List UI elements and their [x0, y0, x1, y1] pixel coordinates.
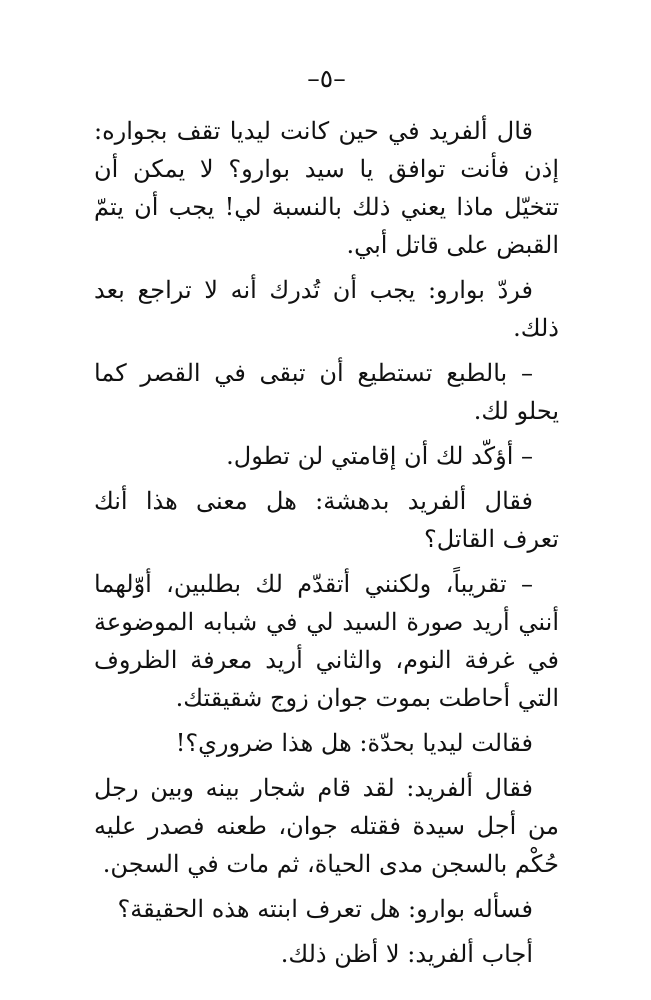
page-number: –٥– — [307, 64, 346, 93]
paragraph-short-stay: – أؤكّد لك أن إقامتي لن تطول. — [226, 442, 533, 470]
paragraph-lydia-sharp: فقالت ليديا بحدّة: هل هذا ضروري؟! — [175, 729, 533, 757]
paragraph-poirot-reply: فردّ بوارو: يجب أن تُدرك أنه لا تراجع بعد ذلك. — [94, 276, 559, 342]
paragraph-alfred-answer: أجاب ألفريد: لا أظن ذلك. — [280, 940, 533, 968]
paragraph-stay-in-palace: – بالطبع تستطيع أن تبقى في القصر كما يحلو لك. — [94, 359, 559, 425]
paragraph-poirot-question: فسأله بوارو: هل تعرف ابنته هذه الحقيقة؟ — [117, 895, 533, 923]
paragraph-alfred-story: فقال ألفريد: لقد قام شجار بينه وبين رجل من أجل سيدة فقتله جوان، طعنه فصدر عليه حُكْم بالسجن مدى الحياة، ثم مات في السجن. — [94, 774, 559, 878]
paragraph-alfred-request: قال ألفريد في حين كانت ليديا تقف بجواره: إذن فأنت توافق يا سيد بوارو؟ لا يمكن أن تتخيّل ماذا يعني ذلك بالنسبة لي! يجب أن يتمّ القبض على قاتل أبي. — [94, 117, 559, 259]
paragraph-know-killer: فقال ألفريد بدهشة: هل معنى هذا أنك تعرف القاتل؟ — [94, 487, 559, 553]
paragraph-two-requests: – تقريباً، ولكنني أتقدّم لك بطلبين، أوّلهما أنني أريد صورة السيد لي في شبابه الموضوعة في غرفة النوم، والثاني أريد معرفة الظروف التي أحاطت بموت جوان زوج شقيقتك. — [94, 570, 559, 712]
